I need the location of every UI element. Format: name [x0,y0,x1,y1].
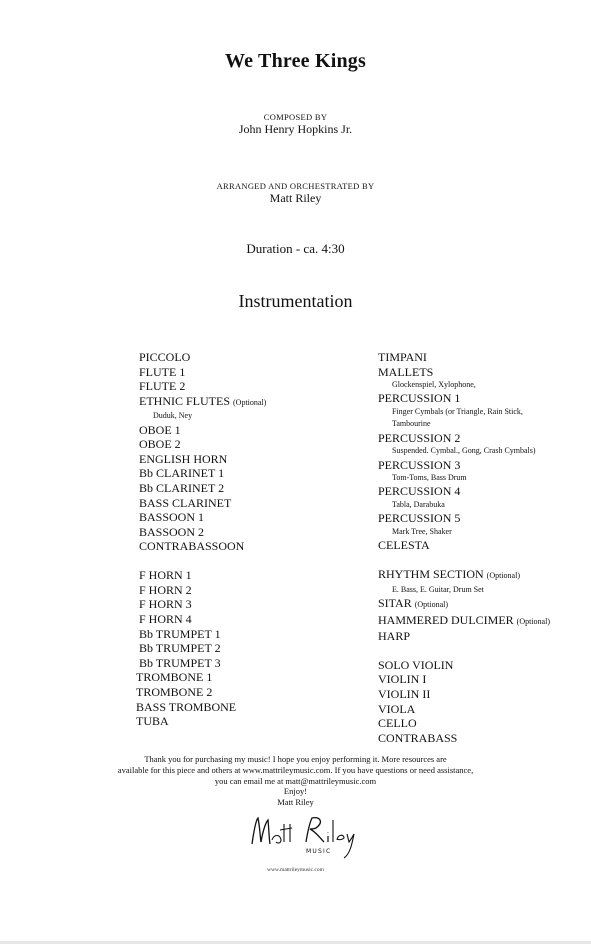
instrument-name: VIOLIN II [378,687,431,702]
footer-line: Matt Riley [277,797,314,808]
instrument-name: OBOE 2 [139,437,181,452]
instrument-item [139,466,266,481]
section-gap [378,644,550,658]
instrument-name: F HORN 2 [139,582,192,597]
instrument-note: Glockenspiel, Xylophone, [392,380,476,390]
instrument-note: Mark Tree, Shaker [392,526,452,536]
instrument-name: TROMBONE 2 [136,684,213,699]
instrument-name: ENGLISH HORN [139,451,228,466]
matt-riley-music-logo [248,812,360,860]
instrument-name: BASSOON 1 [139,510,205,525]
instrument-item [139,510,266,525]
thank-you-note [0,754,591,808]
instrument-item [378,613,550,630]
instrument-name: Bb TRUMPET 2 [139,641,221,656]
instrument-item [378,511,550,526]
instrument-name: OBOE 1 [139,422,181,437]
composer-name: John Henry Hopkins Jr. [238,122,353,136]
instrument-item [378,658,550,673]
instrument-name: HARP [378,629,411,644]
instrument-name: FLUTE 2 [139,379,186,394]
instrument-item [139,496,266,511]
instrument-name: TUBA [136,714,169,729]
instrument-list-right [378,350,550,745]
instrument-item [378,431,550,446]
instrument-name: CELLO [378,716,417,731]
instrument-name: SOLO VIOLIN [378,657,454,672]
instrument-item [139,452,266,467]
instrument-item [139,568,266,583]
instrument-name: PERCUSSION 2 [378,430,461,445]
instrument-note: E. Bass, E. Guitar, Drum Set [392,584,484,594]
instrument-item [136,670,266,685]
optional-label: (Optional) [233,397,267,407]
optional-label: (Optional) [516,616,550,626]
website-url: www.mattrileymusic.com [267,867,324,873]
instrument-item [139,627,266,642]
instrument-item [136,714,266,729]
instrument-item [378,391,550,406]
instrument-item [139,365,266,380]
instrument-item [139,612,266,627]
instrument-item [136,700,266,715]
instrument-note: Duduk, Ney [153,411,193,421]
instrumentation-heading: Instrumentation [238,291,353,311]
instrument-name: Bb CLARINET 1 [139,466,225,481]
composer-label: COMPOSED BY [263,112,328,122]
instrument-name: CELESTA [378,538,430,553]
instrument-item [378,458,550,473]
instrument-name: SITAR [378,595,412,610]
instrument-item [378,702,550,717]
instrument-name: Bb CLARINET 2 [139,481,225,496]
instrument-list-left [136,350,267,729]
instrument-item [378,350,550,365]
section-gap [139,554,266,568]
instrument-item [139,539,266,554]
instrument-name: TROMBONE 1 [136,670,213,685]
instrument-name: HAMMERED DULCIMER [378,612,514,627]
instrument-item [139,423,266,438]
instrument-item [378,484,550,499]
instrument-item [378,716,550,731]
footer-line: you can email me at matt@mattrileymusic.com [214,775,377,786]
instrument-note: Tambourine [392,419,431,429]
instrument-name: Bb TRUMPET 1 [139,626,221,641]
optional-label: (Optional) [414,599,449,609]
instrument-note: Suspended. Cymbal., Gong, Crash Cymbals) [392,446,536,456]
instrument-item [378,629,550,644]
instrument-name: VIOLA [378,701,416,716]
instrument-name: TIMPANI [378,350,427,364]
footer-line: Enjoy! [283,786,308,797]
logo-subtext: MUSIC [306,848,332,855]
instrument-item [136,685,266,700]
instrument-name: F HORN 1 [139,568,192,583]
instrument-name: BASS TROMBONE [136,699,237,714]
instrument-name: PERCUSSION 3 [378,457,461,472]
instrument-name: RHYTHM SECTION [378,567,484,582]
instrument-item [378,596,550,613]
instrument-name: F HORN 4 [139,611,192,626]
footer-line: Thank you for purchasing my music! I hope you enjoy performing it. More resources are [144,754,447,764]
instrument-name: F HORN 3 [139,597,192,612]
duration: Duration - ca. 4:30 [246,241,345,256]
instrument-item [378,672,550,687]
instrument-item [139,656,266,671]
optional-label: (Optional) [486,571,520,581]
instrument-item [378,731,550,746]
section-gap [378,553,550,567]
instrument-name: BASSOON 2 [139,524,205,539]
instrument-item [139,597,266,612]
instrument-name: Bb TRUMPET 3 [139,655,221,670]
arranger-name: Matt Riley [269,191,322,205]
instrument-item [139,525,266,540]
instrument-item [139,350,266,365]
footer-line: available for this piece and others at www.mattrileymusic.com. If you have questions or need assistance, [117,764,474,775]
instrument-item [139,641,266,656]
arranger-label: ARRANGED AND ORCHESTRATED BY [216,181,375,191]
instrument-name: PERCUSSION 1 [378,391,461,406]
instrument-name: CONTRABASS [378,730,458,745]
instrument-note: Tabla, Darabuka [392,500,445,510]
instrument-name: PERCUSSION 4 [378,484,461,499]
instrument-name: BASS CLARINET [139,495,232,510]
instrument-name: PICCOLO [139,350,191,364]
page-title: We Three Kings [225,50,366,72]
instrument-item [139,481,266,496]
instrument-item [139,394,266,411]
instrument-name: MALLETS [378,364,434,379]
instrument-item [139,379,266,394]
instrument-item [378,365,550,380]
instrument-item [378,567,550,584]
instrument-name: PERCUSSION 5 [378,511,461,526]
instrument-name: ETHNIC FLUTES [139,393,230,408]
instrument-name: VIOLIN I [378,672,427,687]
instrument-item [378,687,550,702]
instrument-item [139,583,266,598]
instrument-note: Finger Cymbals (or Triangle, Rain Stick, [392,407,523,417]
instrument-name: FLUTE 1 [139,364,186,379]
instrument-note: Tom-Toms, Bass Drum [392,473,467,483]
instrument-name: CONTRABASSOON [139,539,245,554]
instrument-item [139,437,266,452]
instrument-item [378,538,550,553]
